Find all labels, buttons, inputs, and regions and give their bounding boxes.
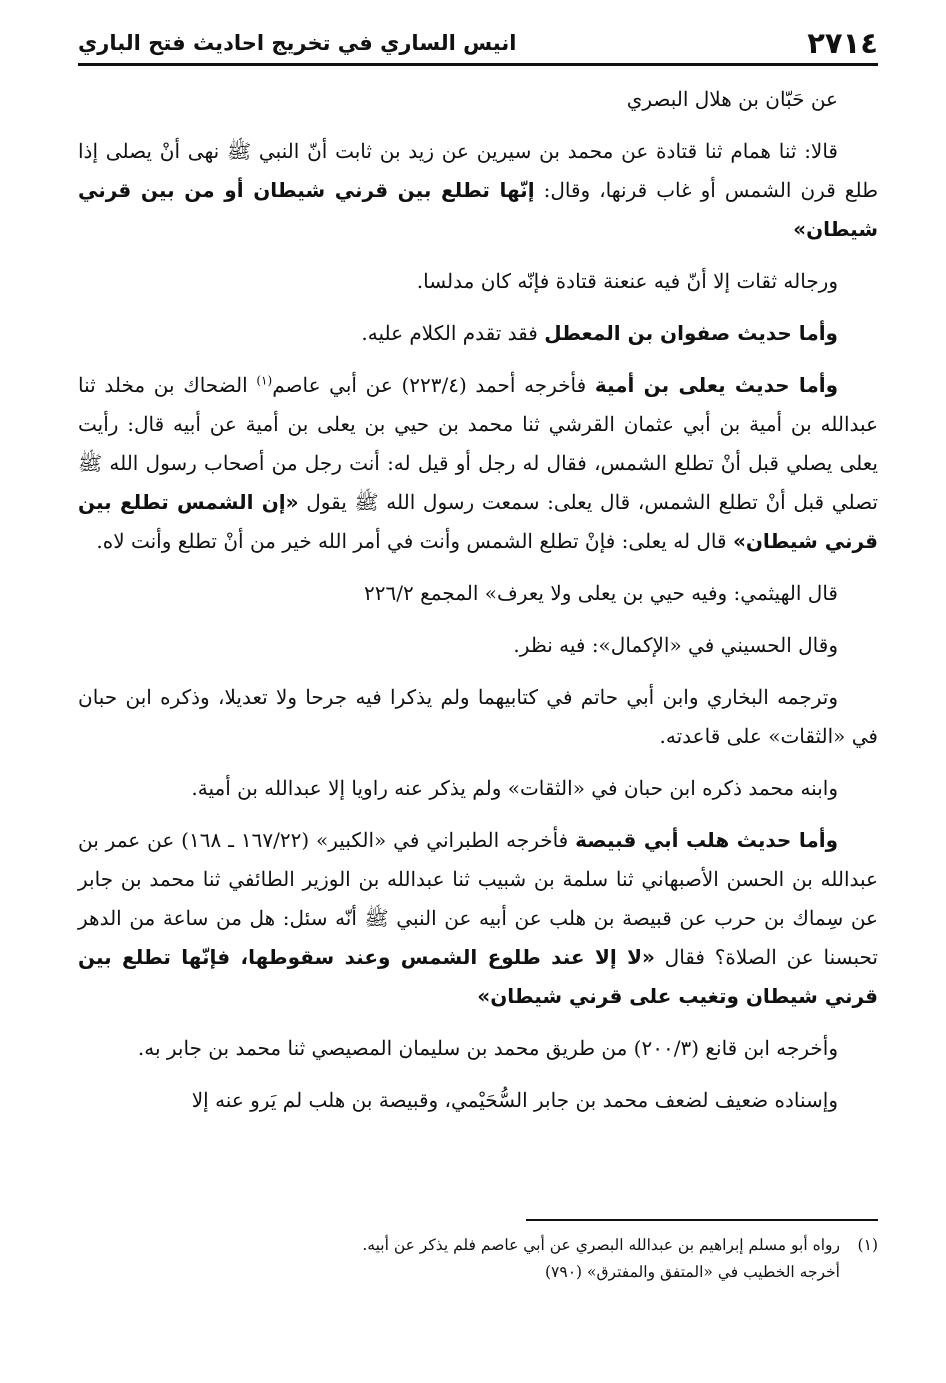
paragraph-text: فأخرجه الطبراني في «الكبير» (١٦٧/٢٢ ـ ١٦٨) عن عمر بن عبدالله بن الحسن الأصبهاني ثنا سلمة بن شبيب ثنا عبدالله بن الوزير الطائفي ثنا محمد بن جابر عن سِماك بن حرب عن قبيصة بن هلب عن أبيه عن النبي ﷺ أنّه سئل: هل من ساعة من الدهر تحبسنا عن الصلاة؟ فقال — [78, 828, 878, 969]
paragraph — [78, 262, 878, 301]
paragraph-text: فقد تقدم الكلام عليه. — [361, 321, 545, 345]
paragraph-text: وأخرجه ابن قانع (٢٠٠/٣) من طريق محمد بن سليمان المصيصي ثنا محمد بن جابر به. — [137, 1036, 838, 1060]
paragraph — [78, 626, 878, 665]
section-lead: وأما حديث يعلى بن أمية — [594, 373, 839, 397]
footnote — [78, 1232, 878, 1259]
section-lead: وأما حديث هلب أبي قبيصة — [575, 828, 839, 852]
page-body — [78, 80, 878, 1120]
paragraph — [78, 821, 878, 1016]
paragraph — [78, 314, 878, 353]
page-number: ٢٧١٤ — [807, 25, 878, 60]
paragraph — [78, 1081, 878, 1120]
paragraph-text: قال له يعلى: فإنْ تطلع الشمس وأنت في أمر الله خير من أنْ تطلع وأنت لاه. — [96, 529, 733, 553]
footnote-divider — [526, 1219, 878, 1221]
paragraph-text: وترجمه البخاري وابن أبي حاتم في كتابيهما ولم يذكرا فيه جرحا ولا تعديلا، وذكره ابن حبان في «الثقات» على قاعدته. — [78, 685, 878, 748]
paragraph — [78, 1029, 878, 1068]
footnote-text: رواه أبو مسلم إبراهيم بن عبدالله البصري عن أبي عاصم فلم يذكر عن أبيه. — [362, 1236, 840, 1254]
paragraph-text: وقال الحسيني في «الإكمال»: فيه نظر. — [513, 633, 838, 657]
footnotes — [78, 1232, 878, 1286]
paragraph — [78, 574, 878, 613]
page-header — [78, 22, 878, 66]
footnote-number: (١) — [857, 1236, 878, 1254]
hadith-quote: «إن الشمس تطلع بين قرني شيطان» — [78, 490, 878, 553]
footnote-ref[interactable]: (١) — [256, 373, 273, 388]
hadith-quote: «لا إلا عند طلوع الشمس وعند سقوطها، فإنّها تطلع بين قرني شيطان وتغيب على قرني شيطان» — [78, 945, 878, 1008]
paragraph-text: عن حَبّان بن هلال البصري — [626, 87, 838, 111]
paragraph-text: الضحاك بن مخلد ثنا عبدالله بن أمية بن أبي عثمان القرشي ثنا محمد بن حيي بن يعلى بن أمية عن أبيه قال: رأيت يعلى يصلي قبل أنْ تطلع الشمس، فقال له رجل أو قيل له: أنت رجل من أصحاب رسول الله ﷺ تصلي قبل أنْ تطلع الشمس، قال يعلى: سمعت رسول الله ﷺ يقول — [78, 373, 879, 514]
paragraph-text: قال الهيثمي: وفيه حيي بن يعلى ولا يعرف» المجمع ٢٢٦/٢ — [364, 581, 838, 605]
paragraph — [78, 80, 878, 119]
paragraph — [78, 769, 878, 808]
paragraph — [78, 132, 878, 249]
paragraph — [78, 678, 878, 756]
paragraph-text: قالا: ثنا همام ثنا قتادة عن محمد بن سيرين عن زيد بن ثابت أنّ النبي ﷺ نهى أنْ يصلى إذا طلع قرن الشمس أو غاب قرنها، وقال: — [78, 139, 878, 202]
hadith-quote: إنّها تطلع بين قرني شيطان أو من بين قرني شيطان» — [78, 178, 878, 241]
running-title: انيس الساري في تخريج احاديث فتح الباري — [78, 30, 517, 55]
paragraph — [78, 366, 878, 561]
paragraph-text: فأخرجه أحمد (٢٢٣/٤) عن أبي عاصم — [272, 373, 595, 397]
paragraph-text: ورجاله ثقات إلا أنّ فيه عنعنة قتادة فإنّه كان مدلسا. — [416, 269, 838, 293]
footnote-continuation: أخرجه الخطيب في «المتفق والمفترق» (٧٩٠) — [544, 1263, 840, 1281]
section-lead: وأما حديث صفوان بن المعطل — [544, 321, 838, 345]
paragraph-text: وابنه محمد ذكره ابن حبان في «الثقات» ولم يذكر عنه راويا إلا عبدالله بن أمية. — [191, 776, 838, 800]
paragraph-text: وإسناده ضعيف لضعف محمد بن جابر السُّحَيْمي، وقبيصة بن هلب لم يَرو عنه إلا — [191, 1088, 838, 1112]
